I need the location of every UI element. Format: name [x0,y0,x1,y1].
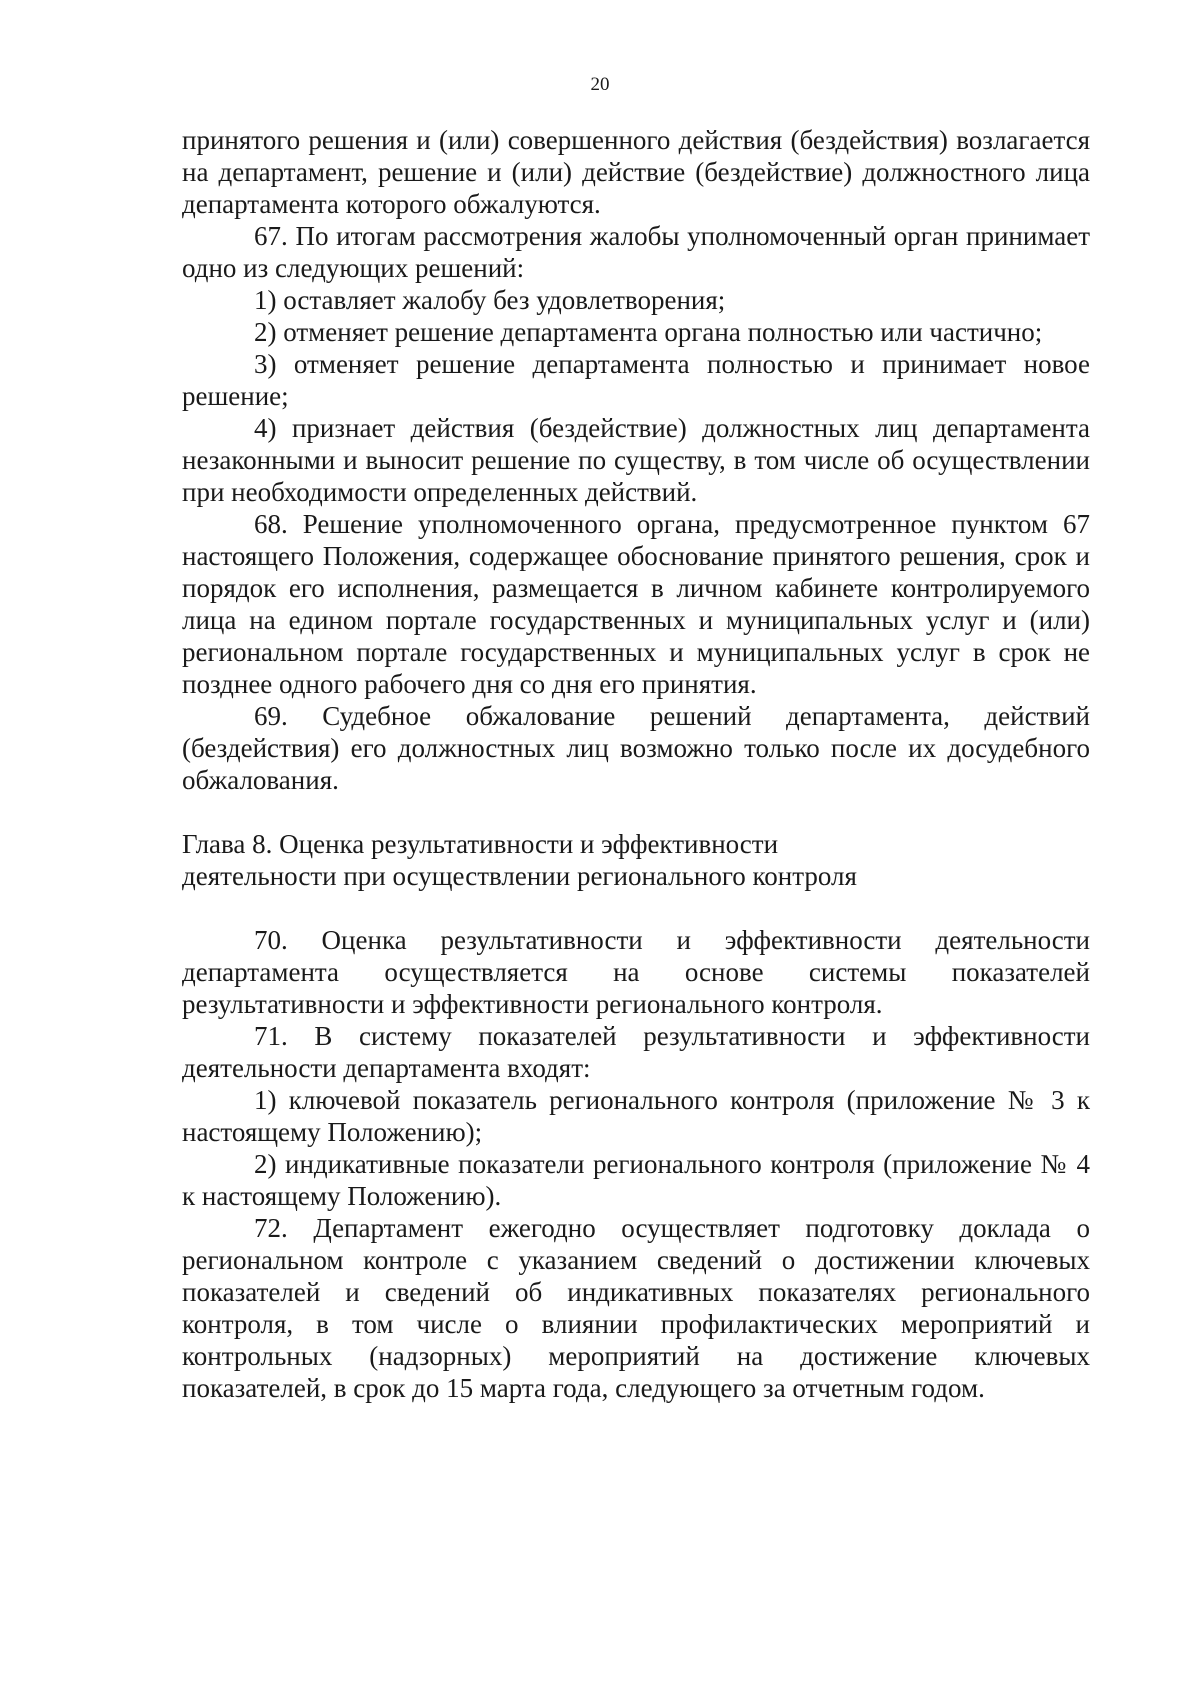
list-item-67-1: 1) оставляет жалобу без удовлетворения; [254,285,726,315]
chapter-heading-line-1: Глава 8. Оценка результативности и эффективности [182,829,779,859]
paragraph-68: 68. Решение уполномоченного органа, предусмотренное пунктом 67 настоящего Положения, содержащее обоснование принятого решения, срок и порядок его исполнения, размещается в личном кабинете контролируемого лица на едином портале государственных и муниципальных услуг и (или) региональном портале государственных и муниципальных услуг в срок не позднее одного рабочего дня со дня его принятия. [182,509,1090,699]
list-item-67-4: 4) признает действия (бездействие) должностных лиц департамента незаконными и выносит решение по существу, в том числе об осуществлении при необходимости определенных действий. [182,413,1090,507]
paragraph-69: 69. Судебное обжалование решений департамента, действий (бездействия) его должностных лиц возможно только после их досудебного обжалования. [182,701,1090,795]
list-item-67-3: 3) отменяет решение департамента полностью и принимает новое решение; [182,349,1090,411]
paragraph-72: 72. Департамент ежегодно осуществляет подготовку доклада о региональном контроле с указанием сведений о достижении ключевых показателей и сведений об индикативных показателях регионального контроля, в том числе о влиянии профилактических мероприятий и контрольных (надзорных) мероприятий на достижение ключевых показателей, в срок до 15 марта года, следующего за отчетным годом. [182,1213,1090,1403]
list-item-71-1: 1) ключевой показатель регионального контроля (приложение № 3 к настоящему Положению); [182,1085,1090,1147]
page-number: 20 [590,74,610,95]
paragraph-continuation: принятого решения и (или) совершенного действия (бездействия) возлагается на департамент, решение и (или) действие (бездействие) должностного лица департамента которого обжалуются. [182,125,1090,219]
list-item-67-2: 2) отменяет решение департамента органа полностью или частично; [254,317,1043,347]
chapter-heading [182,828,1090,892]
paragraph-71: 71. В систему показателей результативности и эффективности деятельности департамента входят: [182,1021,1090,1083]
document-body [182,124,1090,1404]
list-item-71-2: 2) индикативные показатели регионального контроля (приложение № 4 к настоящему Положению). [182,1149,1090,1211]
paragraph-67: 67. По итогам рассмотрения жалобы уполномоченный орган принимает одно из следующих решений: [182,221,1090,283]
chapter-heading-line-2: деятельности при осуществлении регионального контроля [182,861,857,891]
paragraph-70: 70. Оценка результативности и эффективности деятельности департамента осуществляется на основе системы показателей результативности и эффективности регионального контроля. [182,925,1090,1019]
